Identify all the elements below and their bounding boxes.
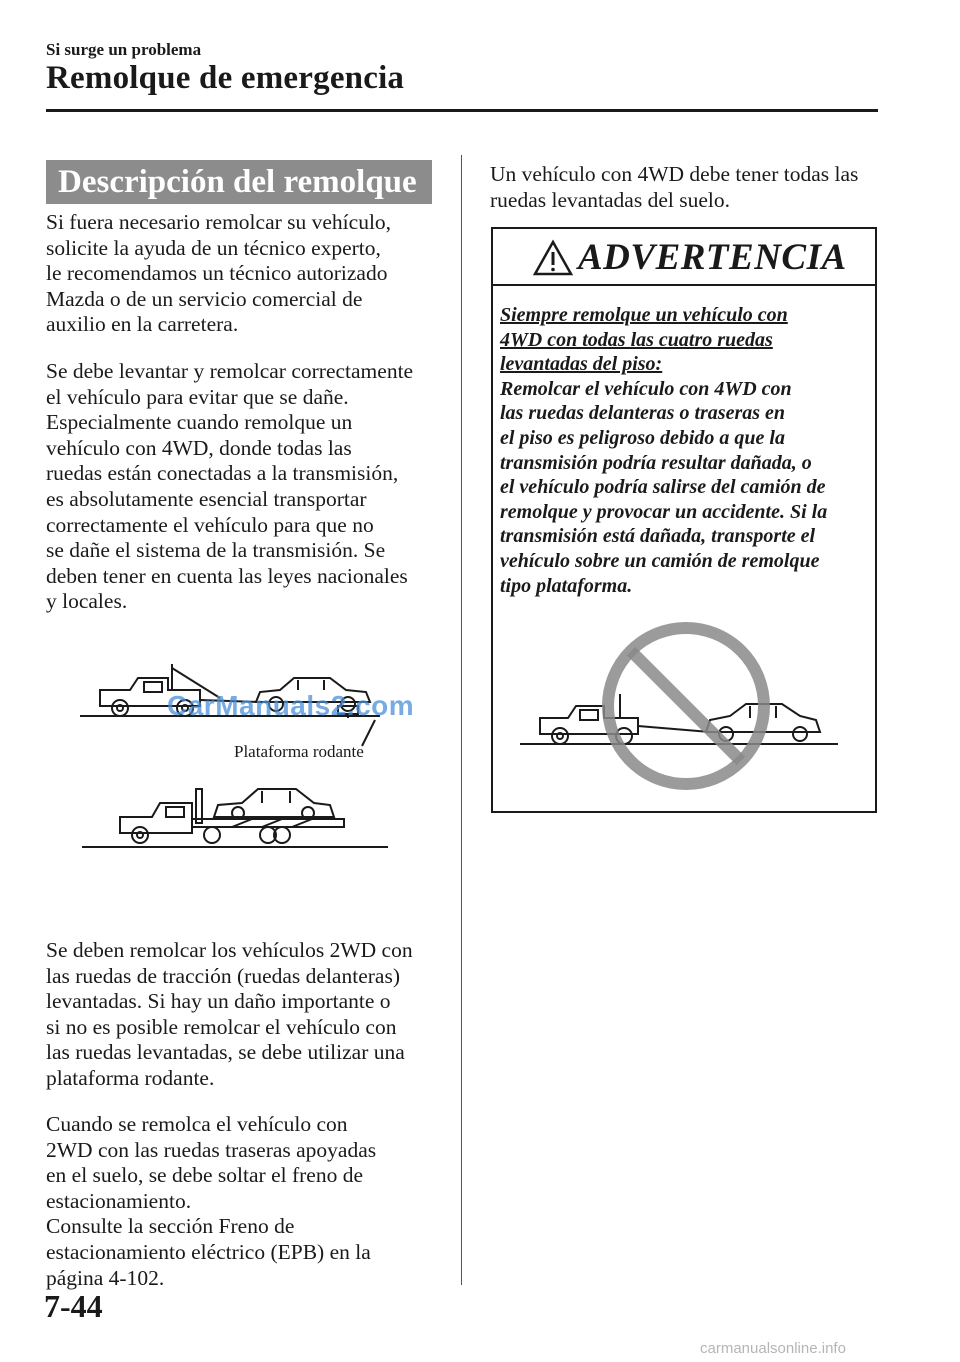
footer-url: carmanualsonline.info (700, 1340, 846, 1357)
warning-text: Remolcar el vehículo con 4WD con las ruedas delanteras o traseras en el piso es peligroso debido a que la transmisión podría resultar dañada, o el vehículo podría salirse del camión de remolque y provocar un accidente. Si la transmisión está dañada, transporte el vehículo sobre un camión de remolque tipo plataforma. (500, 377, 828, 597)
section-label: Si surge un problema (46, 40, 202, 59)
warning-title: ADVERTENCIA (578, 237, 847, 278)
watermark: CarManuals2.com (167, 690, 415, 721)
warning-lead: Siempre remolque un vehículo con 4WD con todas las cuatro ruedas levantadas del piso: (500, 304, 788, 376)
page-number: 7-44 (44, 1288, 103, 1324)
title-rule (46, 109, 878, 112)
figure-label: Plataforma rodante (234, 742, 364, 761)
page-title: Remolque de emergencia (46, 60, 405, 96)
parking-brake-paragraph: Cuando se remolca el vehículo con 2WD con las ruedas traseras apoyadas en el suelo, se debe soltar el freno de estacionamiento. Consulte la sección Freno de estacionamiento eléctrico (EPB) en la página 4-102. (46, 1112, 377, 1290)
four-wd-paragraph: Un vehículo con 4WD debe tener todas las ruedas levantadas del suelo. (490, 162, 859, 212)
warning-body (500, 303, 872, 598)
prohibition-sign-icon (600, 620, 772, 792)
flatbed-illustration (82, 775, 392, 855)
intro-paragraph: Si fuera necesario remolcar su vehículo, solicite la ayuda de un técnico experto, le recomendamos un técnico autorizado Mazda o de un servicio comercial de auxilio en la carretera. (46, 210, 392, 337)
two-wd-paragraph: Se deben remolcar los vehículos 2WD con las ruedas de tracción (ruedas delanteras) levantadas. Si hay un daño importante o si no es posible remolcar el vehículo con las ruedas levantadas, se debe utilizar una plataforma rodante. (46, 938, 413, 1090)
warning-triangle-icon (533, 240, 573, 276)
column-divider (461, 155, 462, 1285)
lifting-paragraph: Se debe levantar y remolcar correctamente el vehículo para evitar que se dañe. Especialmente cuando remolque un vehículo con 4WD, donde todas las ruedas están conectadas a la transmisión, es absolutamente esencial transportar correctamente el vehículo para que no se dañe el sistema de la transmisión. Se deben tener en cuenta las leyes nacionales y locales. (46, 359, 414, 614)
section-heading: Descripción del remolque (46, 160, 432, 204)
